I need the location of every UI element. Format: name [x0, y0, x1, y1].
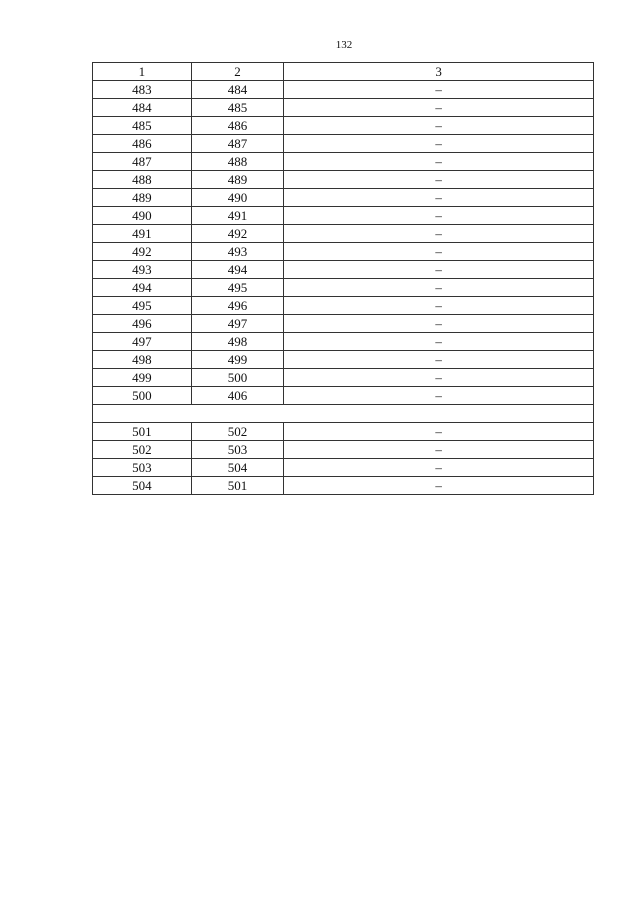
table-cell: 496 — [93, 315, 192, 333]
table-cell: – — [284, 153, 594, 171]
table-cell: 494 — [191, 261, 284, 279]
table-cell: 484 — [93, 99, 192, 117]
table-cell: 490 — [191, 189, 284, 207]
table-cell: – — [284, 387, 594, 405]
table-row — [93, 477, 594, 495]
table-gap-cell — [93, 405, 594, 423]
table-row — [93, 459, 594, 477]
table-cell: – — [284, 351, 594, 369]
table-cell: 497 — [191, 315, 284, 333]
table-row — [93, 117, 594, 135]
table-cell: 487 — [93, 153, 192, 171]
table-cell: – — [284, 261, 594, 279]
table-cell: 503 — [191, 441, 284, 459]
table-cell: 498 — [191, 333, 284, 351]
table-cell: 494 — [93, 279, 192, 297]
table-cell: – — [284, 279, 594, 297]
table-cell: 483 — [93, 81, 192, 99]
table-cell: 485 — [93, 117, 192, 135]
table-cell: 503 — [93, 459, 192, 477]
table-cell: – — [284, 333, 594, 351]
table-cell: – — [284, 441, 594, 459]
table-cell: – — [284, 99, 594, 117]
table-cell: 487 — [191, 135, 284, 153]
table-cell: 489 — [93, 189, 192, 207]
table-cell: 493 — [93, 261, 192, 279]
table-cell: – — [284, 315, 594, 333]
table-cell: – — [284, 477, 594, 495]
table-row — [93, 225, 594, 243]
table-cell: – — [284, 243, 594, 261]
column-header: 1 — [93, 63, 192, 81]
table-cell: – — [284, 171, 594, 189]
table-cell: 501 — [93, 423, 192, 441]
table-row — [93, 441, 594, 459]
table-cell: 499 — [93, 369, 192, 387]
column-header: 2 — [191, 63, 284, 81]
table-row — [93, 369, 594, 387]
table-cell: 498 — [93, 351, 192, 369]
table-cell: 493 — [191, 243, 284, 261]
table-cell: 486 — [93, 135, 192, 153]
column-header: 3 — [284, 63, 594, 81]
table-row — [93, 297, 594, 315]
table-row — [93, 387, 594, 405]
table-row — [93, 135, 594, 153]
page-number: 132 — [335, 39, 353, 51]
table-cell: 492 — [191, 225, 284, 243]
table-cell: – — [284, 225, 594, 243]
table-row — [93, 333, 594, 351]
table-row — [93, 153, 594, 171]
table-row — [93, 351, 594, 369]
table-cell: 495 — [93, 297, 192, 315]
table-cell: – — [284, 369, 594, 387]
table-row — [93, 207, 594, 225]
table-row — [93, 81, 594, 99]
table-header-row — [93, 63, 594, 81]
table-cell: 485 — [191, 99, 284, 117]
table-cell: 499 — [191, 351, 284, 369]
table-row — [93, 171, 594, 189]
table-cell: 489 — [191, 171, 284, 189]
table-cell: 488 — [191, 153, 284, 171]
table-cell: 491 — [93, 225, 192, 243]
table-cell: – — [284, 81, 594, 99]
table-cell: 496 — [191, 297, 284, 315]
table-cell: 490 — [93, 207, 192, 225]
table-cell: 486 — [191, 117, 284, 135]
table-cell: 488 — [93, 171, 192, 189]
table-cell: – — [284, 135, 594, 153]
table-cell: 502 — [191, 423, 284, 441]
data-table — [92, 62, 594, 495]
table-row — [93, 279, 594, 297]
table-cell: 504 — [191, 459, 284, 477]
table-row — [93, 99, 594, 117]
table-cell: 492 — [93, 243, 192, 261]
table-row — [93, 243, 594, 261]
table-cell: 406 — [191, 387, 284, 405]
table-cell: 504 — [93, 477, 192, 495]
table-cell: 495 — [191, 279, 284, 297]
table-cell: – — [284, 117, 594, 135]
table-cell: 501 — [191, 477, 284, 495]
table-cell: – — [284, 423, 594, 441]
table-body — [93, 63, 594, 495]
table-cell: 500 — [191, 369, 284, 387]
table-cell: 500 — [93, 387, 192, 405]
table-cell: 502 — [93, 441, 192, 459]
table-row — [93, 423, 594, 441]
table-cell: 491 — [191, 207, 284, 225]
table-row — [93, 261, 594, 279]
table-cell: 484 — [191, 81, 284, 99]
table-cell: – — [284, 459, 594, 477]
table-row — [93, 189, 594, 207]
table-cell: – — [284, 207, 594, 225]
table-row — [93, 315, 594, 333]
table-gap-row — [93, 405, 594, 423]
table-cell: – — [284, 189, 594, 207]
table-cell: 497 — [93, 333, 192, 351]
table-cell: – — [284, 297, 594, 315]
